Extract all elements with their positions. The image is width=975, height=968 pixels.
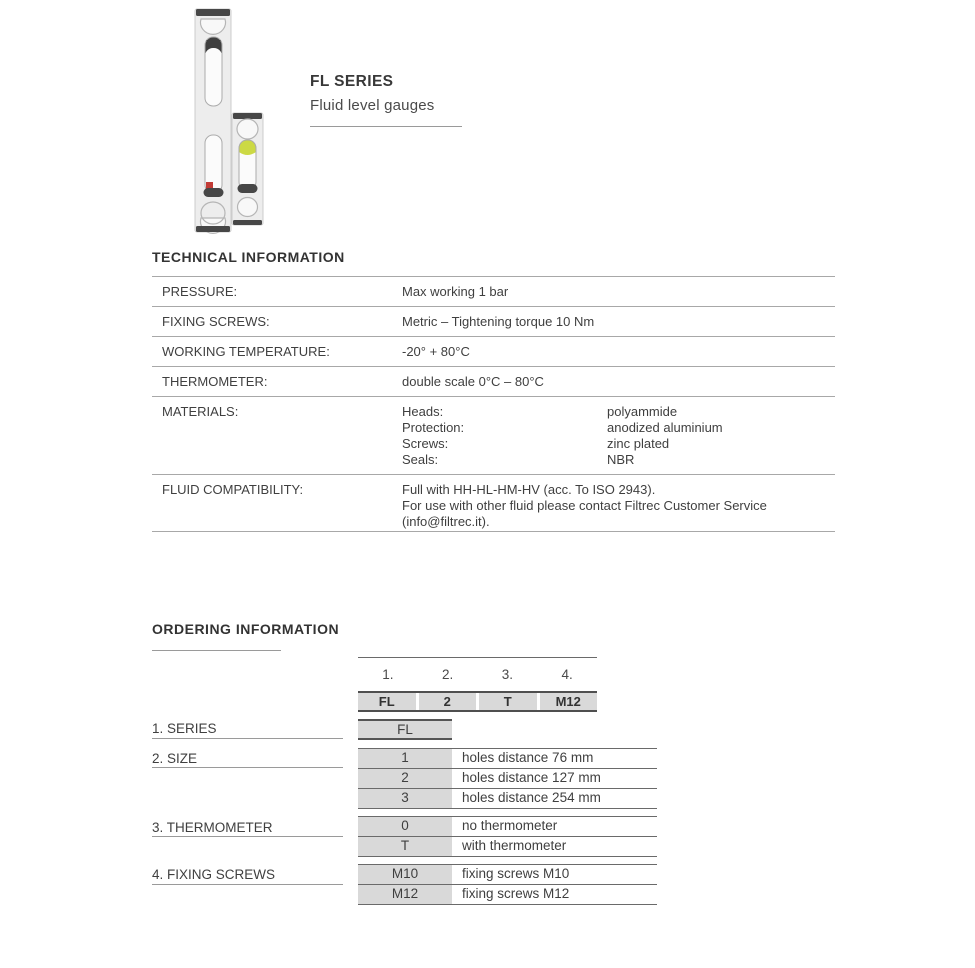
material-value: zinc plated [607,436,670,451]
group-underline [152,884,343,885]
option-code: 3 [358,789,452,808]
option-description: holes distance 254 mm [462,790,601,805]
option-row [358,837,657,857]
table-row-fixing-screws [152,307,835,337]
option-description: no thermometer [462,818,558,833]
material-name: Seals: [402,452,439,467]
option-description: with thermometer [462,838,567,853]
row-label: WORKING TEMPERATURE: [162,344,330,359]
fixing-screws-options-table [358,864,657,905]
option-description: fixing screws M10 [462,866,570,881]
option-description: fixing screws M12 [462,886,570,901]
group-label-fixing-screws: 4. FIXING SCREWS [152,867,276,882]
row-label: PRESSURE: [162,284,238,299]
option-row [358,749,657,769]
row-value: Max working 1 bar [402,284,509,299]
option-code: 0 [358,817,452,836]
example-code-cell: T [479,693,537,710]
code-position-numbers [358,658,597,691]
row-label: FIXING SCREWS: [162,314,270,329]
option-row [358,865,657,885]
fluid-line: For use with other fluid please contact Filtrec Customer Service [402,498,767,513]
page-subtitle: Fluid level gauges [310,97,435,114]
ordering-code-block [358,657,597,712]
fluid-line: Full with HH-HL-HM-HV (acc. To ISO 2943). [402,482,656,497]
option-code: M12 [358,885,452,904]
table-row-pressure [152,277,835,307]
title-block [310,73,462,127]
ordering-information-heading: ORDERING INFORMATION [152,621,340,637]
option-description: holes distance 76 mm [462,750,594,765]
table-row-materials [152,397,835,475]
material-value: anodized aluminium [607,420,723,435]
group-label-size: 2. SIZE [152,751,198,766]
group-label-series: 1. SERIES [152,721,217,736]
material-value: NBR [607,452,635,467]
position-number: 3. [501,667,513,682]
fluid-line: (info@filtrec.it). [402,514,490,529]
row-label: MATERIALS: [162,404,239,419]
fluid-level-gauge-short-image [232,113,263,225]
position-number: 1. [382,667,394,682]
row-label: THERMOMETER: [162,374,268,389]
option-code: 2 [358,769,452,788]
row-value: Metric – Tightening torque 10 Nm [402,314,595,329]
group-underline [152,836,343,837]
position-number: 4. [561,667,573,682]
table-row-working-temperature [152,337,835,367]
group-underline [152,738,343,739]
thermometer-options-table [358,816,657,857]
material-name: Heads: [402,404,444,419]
page-title: FL SERIES [310,73,394,90]
size-options-table [358,748,657,809]
title-underline [310,126,462,127]
option-row [358,885,657,905]
row-label: FLUID COMPATIBILITY: [162,482,304,497]
material-item [402,436,835,452]
table-row-fluid-compatibility [152,475,835,532]
option-row [358,769,657,789]
option-description: holes distance 127 mm [462,770,601,785]
group-label-thermometer: 3. THERMOMETER [152,820,273,835]
material-name: Screws: [402,436,449,451]
option-row [358,789,657,809]
fluid-compatibility-text [402,482,835,530]
option-code: 1 [358,749,452,768]
material-value: polyammide [607,404,678,419]
series-code-cell: FL [358,719,452,740]
option-code: M10 [358,865,452,884]
example-code-cell: M12 [540,693,598,710]
example-code-cell: 2 [419,693,477,710]
material-item [402,404,835,420]
technical-information-table [152,276,835,532]
position-number: 2. [441,667,454,682]
ordering-heading-underline [152,650,281,651]
row-value: double scale 0°C – 80°C [402,374,544,389]
group-underline [152,767,343,768]
option-row [358,817,657,837]
technical-information-heading: TECHNICAL INFORMATION [152,249,345,265]
option-code: T [358,837,452,856]
material-item [402,420,835,436]
example-code-cell: FL [358,693,416,710]
table-row-thermometer [152,367,835,397]
material-item [402,452,835,468]
row-value: -20° + 80°C [402,344,470,359]
product-images-fluid-level-gauges [150,0,290,240]
fluid-level-gauge-tall-image [195,9,231,233]
materials-list [402,404,835,468]
material-name: Protection: [402,420,465,435]
example-code-row [358,691,597,712]
